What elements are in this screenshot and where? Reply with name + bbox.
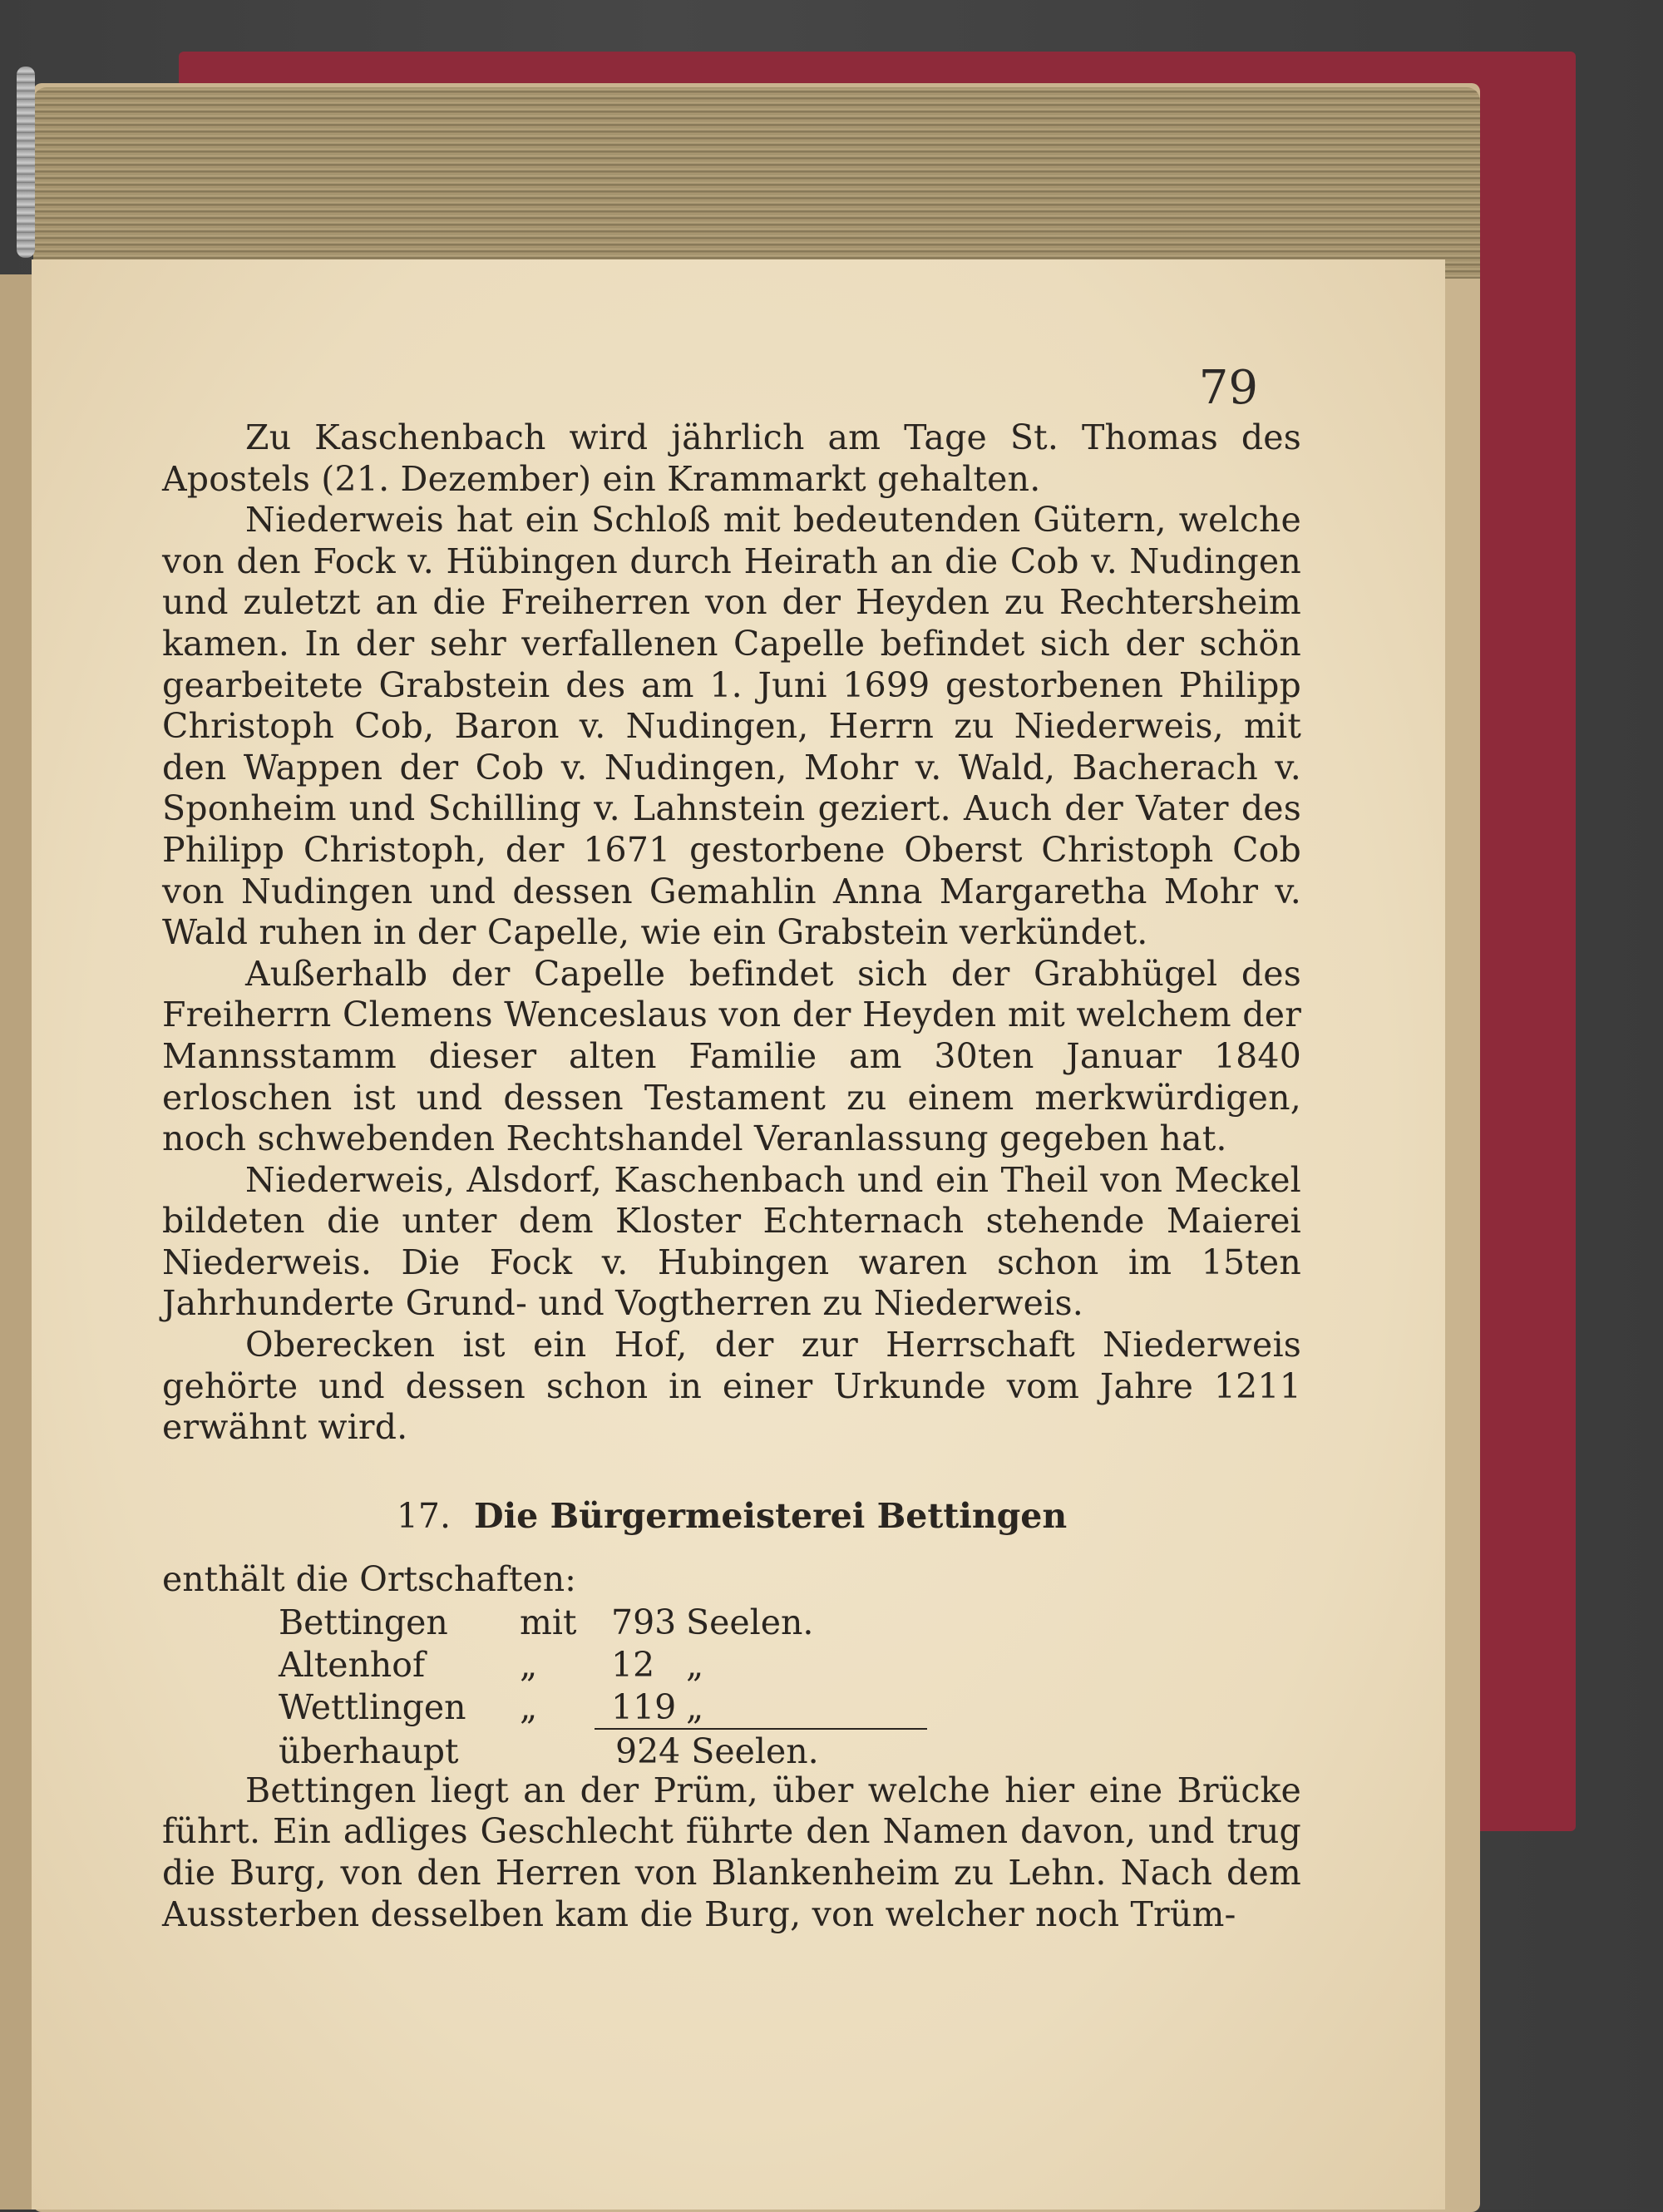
table-row: [162, 1644, 1301, 1686]
ditto-mark: „: [686, 1686, 704, 1727]
total-label: überhaupt: [279, 1731, 459, 1771]
population-table: [162, 1558, 1301, 1770]
paragraph-grabhuegel: Außerhalb der Capelle befindet sich der Grabhügel des Freiherrn Clemens Wenceslaus von der Heyden mit welchem der Mannsstamm dieser alten Familie am 30ten Januar 1840 erloschen ist und dessen Testament zu einem merkwürdigen, noch schwebenden Rechtshandel Veranlassung gegeben hat.: [162, 953, 1301, 1159]
section-title: Die Bürgermeisterei Bettingen: [474, 1495, 1068, 1536]
mit-label: mit: [520, 1602, 577, 1642]
unit-label: Seelen.: [686, 1602, 814, 1642]
page-number: 79: [1198, 361, 1258, 415]
left-page-edge: [0, 274, 32, 2210]
paragraph-niederweis: Niederweis hat ein Schloß mit bedeutenden Gütern, welche von den Fock v. Hübingen durch Heirath an die Cob v. Nudingen und zuletzt an die Freiherren von der Heyden zu Rechtersheim kamen. In der sehr verfallenen Capelle befindet sich der schön gearbeitete Grabstein des am 1. Juni 1699 gestorbenen Philipp Christoph Cob, Baron v. Nudingen, Herrn zu Niederweis, mit den Wappen der Cob v. Nudingen, Mohr v. Wald, Bacherach v. Sponheim und Schilling v. Lahnstein geziert. Auch der Vater des Philipp Christoph, der 1671 gestorbene Oberst Christoph Cob von Nudingen und dessen Gemahlin Anna Margaretha Mohr v. Wald ruhen in der Capelle, wie ein Grabstein verkündet.: [162, 500, 1301, 953]
section-heading: [162, 1495, 1301, 1537]
page-edges: [33, 87, 1480, 279]
place-name: Altenhof: [279, 1644, 426, 1685]
sum-rule: [595, 1728, 927, 1730]
table-intro: enthält die Ortschaften:: [162, 1558, 576, 1599]
paragraph-oberecken: Oberecken ist ein Hof, der zur Herrschaft Niederweis gehörte und dessen schon in einer Urkunde vom Jahre 1211 erwähnt wird.: [162, 1325, 1301, 1448]
total-value: 924 Seelen.: [615, 1731, 819, 1771]
population-count: 793: [611, 1602, 677, 1642]
population-count: 12: [611, 1644, 655, 1685]
table-row: [162, 1602, 1301, 1643]
text-block: [162, 417, 1301, 1935]
book-page: [32, 259, 1445, 2210]
place-name: Bettingen: [279, 1602, 448, 1642]
table-row: [162, 1686, 1301, 1728]
paragraph-kaschenbach: Zu Kaschenbach wird jährlich am Tage St. Thomas des Apostels (21. Dezember) ein Krammarkt gehalten.: [162, 417, 1301, 499]
section-number: 17.: [396, 1495, 452, 1536]
place-name: Wettlingen: [279, 1686, 466, 1727]
table-total-row: [162, 1731, 1301, 1772]
population-count: 119: [611, 1686, 677, 1727]
table-intro-row: [162, 1558, 1301, 1600]
ditto-mark: „: [520, 1686, 538, 1727]
ditto-mark: „: [686, 1644, 704, 1685]
bookmark-ribbon: [17, 67, 35, 258]
ditto-mark: „: [520, 1644, 538, 1685]
paragraph-maierei: Niederweis, Alsdorf, Kaschenbach und ein Theil von Meckel bildeten die unter dem Kloster Echternach stehende Maierei Niederweis. Die Fock v. Hubingen waren schon im 15ten Jahrhunderte Grund- und Vogtherren zu Niederweis.: [162, 1159, 1301, 1324]
paragraph-bettingen: Bettingen liegt an der Prüm, über welche hier eine Brücke führt. Ein adliges Geschlecht führte den Namen davon, und trug die Burg, von den Herren von Blankenheim zu Lehn. Nach dem Aussterben desselben kam die Burg, von welcher noch Trüm-: [162, 1770, 1301, 1934]
